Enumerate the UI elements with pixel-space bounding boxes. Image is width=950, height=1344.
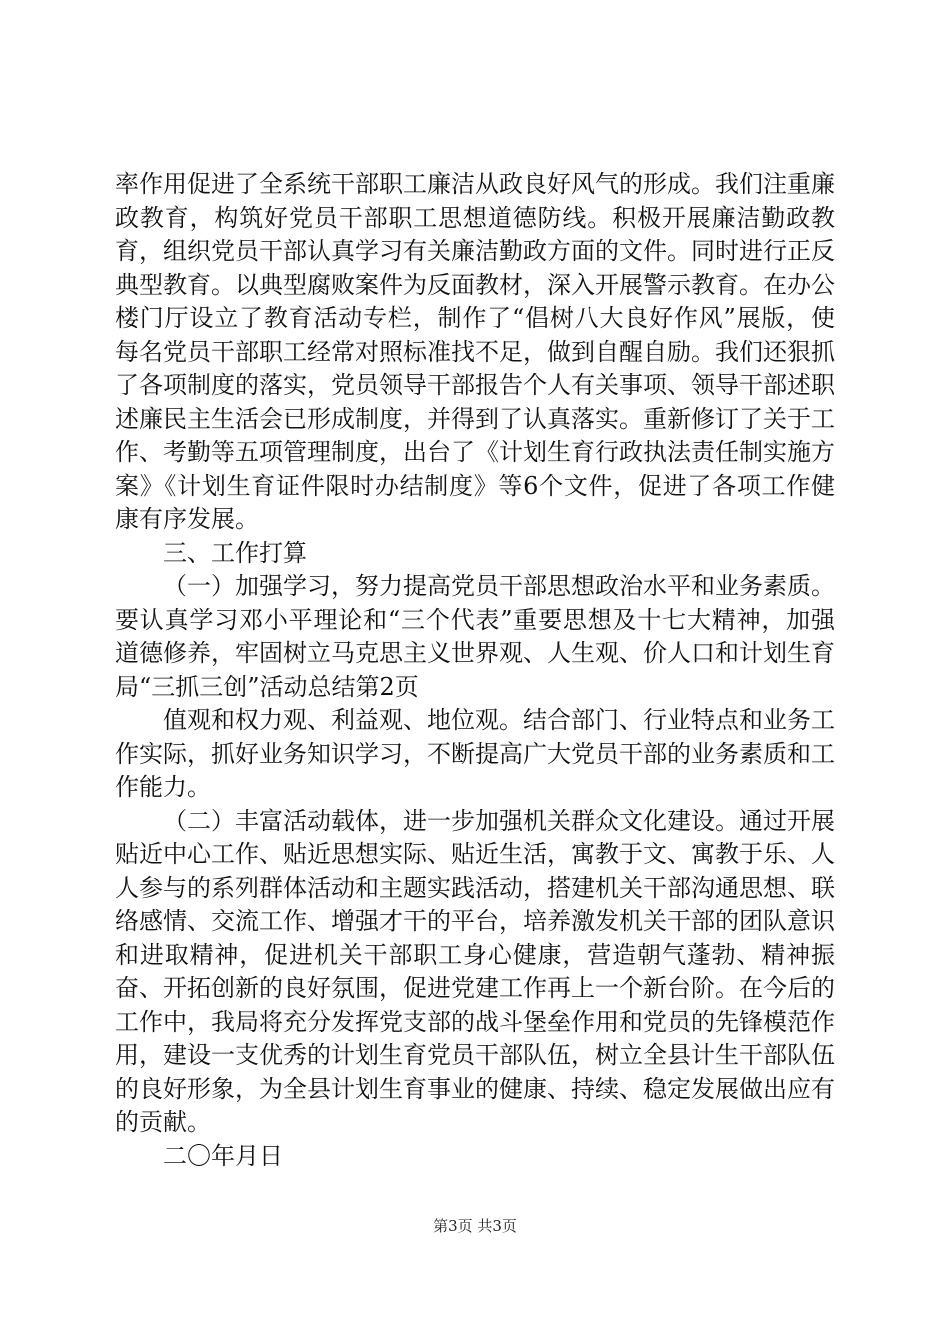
- paragraph-plan-study: （一）加强学习，努力提高党员干部思想政治水平和业务素质。要认真学习邓小平理论和“三个代表”重要思想及十七大精神，加强道德修养，牢固树立马克思主义世界观、人生观、价人口和计划生育局“三抓三创”活动总结第2页: [115, 572, 835, 701]
- paragraph-plan-activities: （二）丰富活动载体，进一步加强机关群众文化建设。通过开展贴近中心工作、贴近思想实际、贴近生活，寓教于文、寓教于乐、人人参与的系列群体活动和主题实践活动，搭建机关干部沟通思想、联络感情、交流工作、增强才干的平台，培养激发机关干部的团队意识和进取精神，促进机关干部职工身心健康，营造朝气蓬勃、精神振奋、开拓创新的良好氛围，促进党建工作再上一个新台阶。在今后的工作中，我局将充分发挥党支部的战斗堡垒作用和党员的先锋模范作用，建设一支优秀的计划生育党员干部队伍，树立全县计生干部队伍的良好形象，为全县计划生育事业的健康、持续、稳定发展做出应有的贡献。: [115, 806, 835, 1136]
- document-body: [115, 168, 835, 1173]
- paragraph-discipline: 率作用促进了全系统干部职工廉洁从政良好风气的形成。我们注重廉政教育，构筑好党员干部职工思想道德防线。积极开展廉洁勤政教育，组织党员干部认真学习有关廉洁勤政方面的文件。同时进行正反典型教育。以典型腐败案件为反面教材，深入开展警示教育。在办公楼门厅设立了教育活动专栏，制作了“倡树八大良好作风”展版，使每名党员干部职工经常对照标准找不足，做到自醒自励。我们还狠抓了各项制度的落实，党员领导干部报告个人有关事项、领导干部述职述廉民主生活会已形成制度，并得到了认真落实。重新修订了关于工作、考勤等五项管理制度，出台了《计划生育行政执法责任制实施方案》《计划生育证件限时办结制度》等6个文件，促进了各项工作健康有序发展。: [115, 170, 835, 533]
- page-number-footer: 第3页 共3页: [433, 1217, 517, 1235]
- section-heading-work-plan: 三、工作打算: [163, 538, 307, 567]
- paragraph-plan-study-continued: 值观和权力观、利益观、地位观。结合部门、行业特点和业务工作实际，抓好业务知识学习，不断提高广大党员干部的业务素质和工作能力。: [115, 706, 835, 801]
- date-line: 二〇年月日: [163, 1141, 283, 1170]
